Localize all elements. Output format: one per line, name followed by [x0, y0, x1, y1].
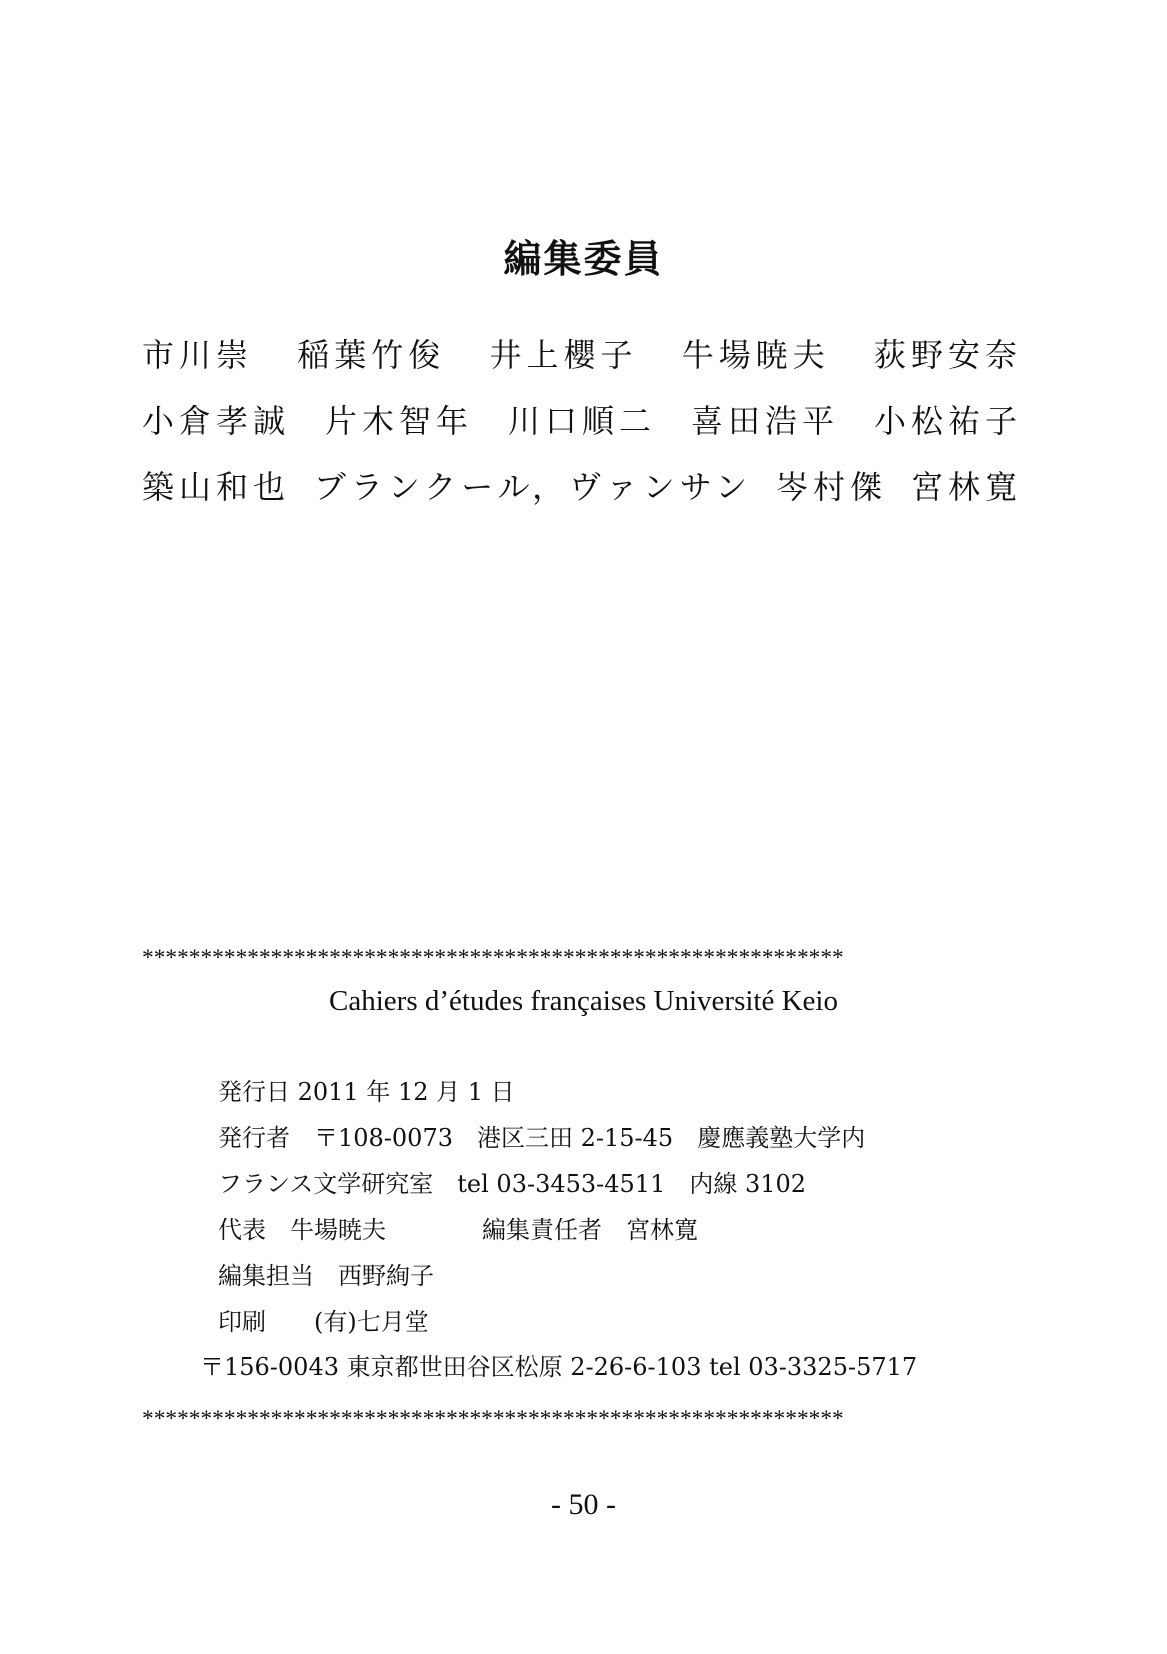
member-name: ブランクール，ヴァンサン: [313, 468, 753, 506]
separator-bottom: ************************************************************: [142, 1408, 844, 1432]
separator-top: ************************************************************: [142, 947, 844, 971]
member-name: 岑村傑: [776, 468, 888, 506]
printer: 印刷 (有)七月堂: [218, 1308, 429, 1336]
editorial-staff: 編集担当 西野絢子: [218, 1262, 434, 1290]
member-name: 片木智年: [324, 402, 473, 440]
member-name: 稲葉竹俊: [297, 336, 446, 374]
publication-date: 発行日 2011 年 12 月 1 日: [218, 1078, 515, 1106]
member-name: 牛場暁夫: [681, 336, 830, 374]
member-row: [142, 401, 1022, 467]
member-name: 市川崇: [142, 336, 254, 374]
member-name: 小松祐子: [873, 402, 1022, 440]
member-name: 喜田浩平: [690, 402, 839, 440]
member-row: [142, 467, 1022, 533]
member-row: [142, 335, 1022, 401]
printer-address: 〒156-0043 東京都世田谷区松原 2-26-6-103 tel 03-3325-5717: [200, 1353, 918, 1381]
editorial-committee-members: [142, 335, 1022, 533]
member-name: 宮林寛: [910, 468, 1022, 506]
page-number: - 50 -: [551, 1488, 616, 1521]
publisher-contact: フランス文学研究室 tel 03-3453-4511 内線 3102: [218, 1170, 807, 1198]
member-name: 築山和也: [142, 468, 291, 506]
member-name: 川口順二: [507, 402, 656, 440]
page-title: 編集委員: [503, 236, 664, 281]
colophon: [218, 1077, 865, 1353]
member-name: 荻野安奈: [873, 336, 1022, 374]
representative-and-editor: 代表 牛場暁夫 編集責任者 宮林寛: [218, 1216, 698, 1244]
publisher-address: 発行者 〒108-0073 港区三田 2-15-45 慶應義塾大学内: [218, 1124, 866, 1152]
journal-title: Cahiers d’études françaises Université Keio: [329, 985, 838, 1017]
member-name: 井上櫻子: [489, 336, 638, 374]
member-name: 小倉孝誠: [142, 402, 291, 440]
